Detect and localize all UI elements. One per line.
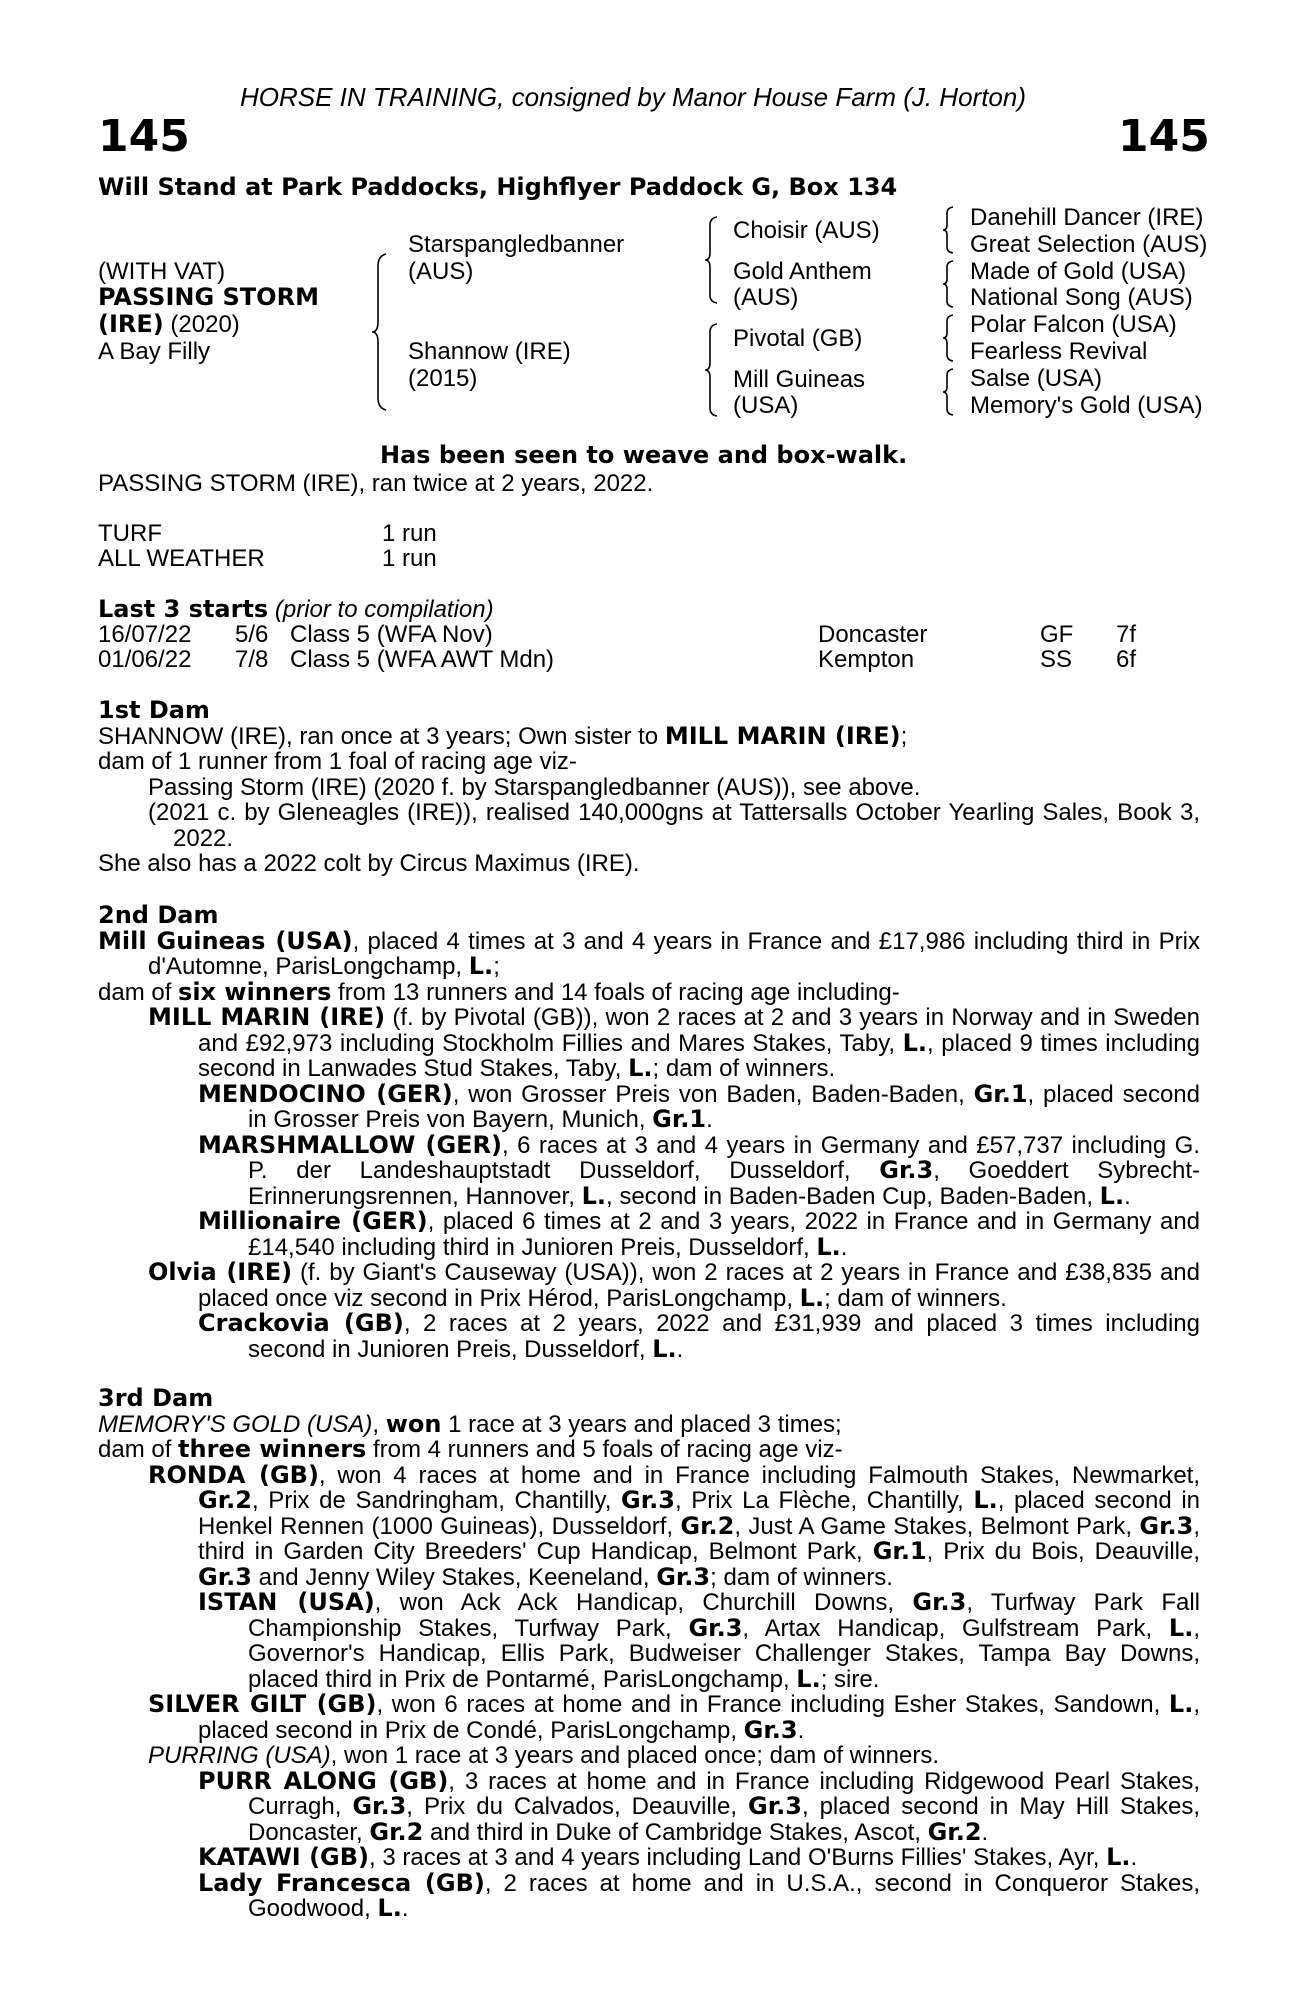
text: , Governor's Handicap, Ellis Park, Budweiser Challenger Stakes, Tampa Bay Downs, placed third in Prix de Pontarmé, ParisLongchamp, bbox=[248, 1614, 1201, 1693]
text: , placed 9 times including second in Lanwades Stud Stakes, Taby, bbox=[198, 1029, 1200, 1082]
pedigree-brace-dam bbox=[703, 322, 721, 418]
text: , placed second in Grosser Preis von Bayern, Munich, bbox=[248, 1080, 1200, 1133]
won-tag: won bbox=[385, 1409, 442, 1438]
text: 1 race at 3 years and placed 3 times; bbox=[441, 1410, 842, 1438]
text: , third in Garden City Breeders' Cup Handicap, Belmont Park, bbox=[198, 1512, 1201, 1565]
horse-name: PURRING (USA) bbox=[148, 1742, 331, 1769]
start-race: Class 5 (WFA Nov) bbox=[290, 621, 493, 648]
text: , bbox=[372, 1410, 386, 1438]
sire-dam-country: (AUS) bbox=[733, 284, 799, 311]
pedigree-sss: Danehill Dancer (IRE) bbox=[970, 204, 1204, 231]
horse-name: ISTAN (USA) bbox=[198, 1588, 375, 1616]
text: , Prix du Calvados, Deauville, bbox=[406, 1793, 748, 1820]
text: , 3 races at 3 and 4 years including Land O'Burns Fillies' Stakes, Ayr, bbox=[369, 1844, 1107, 1871]
listed-tag: L. bbox=[628, 1054, 653, 1082]
third-dam-produce-intro bbox=[98, 1437, 1200, 1463]
group-tag: Gr.2 bbox=[927, 1817, 982, 1846]
start-position: 7/8 bbox=[235, 646, 269, 673]
produce-entry bbox=[198, 1079, 1200, 1133]
location: Will Stand at Park Paddocks, Highflyer Paddock G, Box 134 bbox=[98, 173, 898, 201]
start-going: SS bbox=[1040, 646, 1073, 673]
text: , won 6 races at home and in France including Esher Stakes, Sandown, bbox=[376, 1691, 1169, 1718]
listed-tag: L. bbox=[652, 1334, 677, 1363]
listed-tag: L. bbox=[1168, 1690, 1194, 1718]
horse-country: (IRE) bbox=[98, 310, 164, 338]
listed-tag: L. bbox=[816, 1232, 841, 1261]
group-tag: Gr.1 bbox=[652, 1105, 707, 1133]
text: , 2 races at home and in U.S.A., second in Conqueror Stakes, Goodwood, bbox=[248, 1869, 1201, 1922]
consignment-header: HORSE IN TRAINING, consigned by Manor House Farm (J. Horton) bbox=[240, 82, 1027, 112]
text: and Jenny Wiley Stakes, Keeneland, bbox=[251, 1563, 657, 1591]
listed-tag: L. bbox=[796, 1664, 821, 1693]
horse-name: Millionaire (GER) bbox=[198, 1207, 428, 1235]
lot-number-left: 145 bbox=[98, 111, 190, 162]
dam-sire: Pivotal (GB) bbox=[733, 325, 863, 352]
text: . bbox=[1124, 1182, 1131, 1210]
pedigree-brace-sd bbox=[941, 259, 957, 309]
text: , won Grosser Preis von Baden, Baden-Baden, bbox=[452, 1080, 974, 1108]
text: , won 4 races at home and in France including Falmouth Stakes, Newmarket, bbox=[318, 1461, 1200, 1489]
text: , won Ack Ack Handicap, Churchill Downs, bbox=[374, 1589, 913, 1616]
third-dam-heading: 3rd Dam bbox=[98, 1384, 214, 1412]
group-tag: Gr.3 bbox=[198, 1562, 252, 1591]
produce-entry bbox=[148, 1460, 1201, 1591]
first-dam-produce-intro: dam of 1 runner from 1 foal of racing age viz- bbox=[98, 748, 577, 775]
produce-entry bbox=[148, 1692, 1200, 1743]
horse-name: PASSING STORM bbox=[98, 283, 319, 311]
group-tag: Gr.2 bbox=[198, 1486, 252, 1514]
start-date: 16/07/22 bbox=[98, 621, 192, 648]
race-summary: PASSING STORM (IRE), ran twice at 2 years, 2022. bbox=[98, 470, 654, 497]
group-tag: Gr.3 bbox=[1139, 1511, 1194, 1540]
winners-count: six winners bbox=[178, 977, 332, 1006]
text: , Turfway Park Fall Championship Stakes, Turfway Park, bbox=[248, 1589, 1200, 1642]
text: , Prix La Flèche, Chantilly, bbox=[674, 1487, 974, 1514]
surface-label: ALL WEATHER bbox=[98, 545, 265, 572]
text: . bbox=[840, 1233, 848, 1261]
pedigree-ddd: Memory's Gold (USA) bbox=[970, 392, 1203, 419]
listed-tag: L. bbox=[902, 1028, 928, 1057]
group-tag: Gr.2 bbox=[369, 1817, 424, 1846]
text: . bbox=[797, 1716, 805, 1744]
group-tag: Gr.3 bbox=[912, 1588, 967, 1616]
text: ; dam of winners. bbox=[652, 1055, 836, 1082]
group-tag: Gr.3 bbox=[748, 1792, 802, 1820]
produce-entry bbox=[198, 1868, 1201, 1922]
horse-name: MILL MARIN (IRE) bbox=[148, 1003, 386, 1031]
text: . bbox=[676, 1335, 684, 1363]
horse-name: SILVER GILT (GB) bbox=[148, 1690, 377, 1718]
horse-name: Lady Francesca (GB) bbox=[198, 1868, 485, 1897]
group-tag: Gr.3 bbox=[656, 1562, 711, 1591]
text: , Artax Handicap, Gulfstream Park, bbox=[742, 1614, 1169, 1642]
pedigree-brace-main bbox=[370, 252, 392, 412]
produce-entry: Passing Storm (IRE) (2020 f. by Starspangledbanner (AUS)), see above. bbox=[148, 773, 921, 801]
horse-description: A Bay Filly bbox=[98, 338, 211, 365]
text: , placed 4 times at 3 and 4 years in France and £17,986 including third in Prix d'Automne, ParisLongchamp, bbox=[148, 927, 1201, 980]
produce-entry bbox=[148, 1260, 1200, 1311]
start-going: GF bbox=[1040, 621, 1074, 648]
text: , 3 races at home and in France including Ridgewood Pearl Stakes, Curragh, bbox=[248, 1767, 1200, 1820]
surface-label: TURF bbox=[98, 520, 162, 547]
text: . bbox=[401, 1895, 409, 1922]
pedigree-dds: Salse (USA) bbox=[970, 365, 1103, 392]
listed-tag: L. bbox=[377, 1894, 402, 1922]
listed-tag: L. bbox=[973, 1486, 998, 1514]
produce-entry bbox=[198, 1766, 1200, 1846]
start-course: Doncaster bbox=[818, 621, 928, 648]
pedigree-brace-dd bbox=[941, 367, 957, 417]
horse-name-suffix bbox=[98, 312, 240, 338]
produce-entry bbox=[198, 1209, 1200, 1260]
text: , placed second in Henkel Rennen (1000 Guineas), Dusseldorf, bbox=[198, 1487, 1201, 1540]
pedigree-brace-ss bbox=[941, 205, 957, 255]
pedigree-brace-sire bbox=[703, 215, 721, 305]
text: dam of bbox=[98, 978, 179, 1006]
listed-tag: L. bbox=[468, 952, 494, 980]
text: ; dam of winners. bbox=[710, 1563, 893, 1591]
group-tag: Gr.1 bbox=[872, 1537, 927, 1565]
group-tag: Gr.3 bbox=[743, 1715, 798, 1744]
text: from 13 runners and 14 foals of racing age including- bbox=[331, 978, 900, 1006]
third-dam-section bbox=[98, 1386, 1200, 1922]
second-dam-entry bbox=[98, 926, 1201, 980]
group-tag: Gr.3 bbox=[352, 1792, 407, 1820]
pedigree-sds: Made of Gold (USA) bbox=[970, 258, 1187, 285]
dam-name: Shannow (IRE) bbox=[408, 338, 571, 365]
group-tag: Gr.1 bbox=[973, 1079, 1028, 1108]
group-tag: Gr.3 bbox=[621, 1486, 675, 1514]
horse-name: PURR ALONG (GB) bbox=[198, 1766, 449, 1795]
second-dam-heading: 2nd Dam bbox=[98, 901, 219, 929]
listed-tag: L. bbox=[1099, 1181, 1125, 1210]
text: . bbox=[1130, 1844, 1138, 1871]
vat-label: (WITH VAT) bbox=[98, 258, 226, 285]
lot-number-right: 145 bbox=[1118, 111, 1210, 162]
produce-entry bbox=[148, 1005, 1200, 1082]
last-starts-subtitle: (prior to compilation) bbox=[268, 596, 494, 623]
first-dam-heading: 1st Dam bbox=[98, 696, 210, 724]
text: , placed 6 times at 2 and 3 years, 2022 in France and in Germany and £14,540 including third in Junioren Preis, Dusseldorf, bbox=[248, 1208, 1201, 1261]
horse-year: (2020) bbox=[163, 311, 240, 338]
text: , 6 races at 3 and 4 years in Germany and £57,737 including G. P. der Landeshauptstadt Dusseldorf, Dusseldorf, bbox=[248, 1131, 1200, 1184]
text: , 2 races at 2 years, 2022 and £31,939 and placed 3 times including second in Junioren Preis, Dusseldorf, bbox=[248, 1310, 1201, 1363]
surface-value: 1 run bbox=[382, 545, 437, 572]
winners-count: three winners bbox=[178, 1435, 367, 1463]
listed-tag: L. bbox=[799, 1283, 825, 1312]
text: , placed second in May Hill Stakes, Doncaster, bbox=[248, 1793, 1200, 1846]
pedigree-brace-ds bbox=[941, 313, 957, 363]
produce-entry bbox=[198, 1845, 1200, 1871]
pedigree-dsd: Fearless Revival bbox=[970, 338, 1148, 365]
second-dam-produce-intro bbox=[98, 977, 1200, 1006]
text: ; dam of winners. bbox=[824, 1284, 1007, 1312]
text: , Prix du Bois, Deauville, bbox=[926, 1538, 1200, 1565]
first-dam-section bbox=[98, 698, 1200, 877]
text: ; bbox=[493, 953, 500, 980]
horse-name: MILL MARIN (IRE) bbox=[664, 721, 901, 750]
horse-name: KATAWI (GB) bbox=[198, 1843, 369, 1871]
horse-name: Crackovia (GB) bbox=[198, 1309, 404, 1337]
start-distance: 6f bbox=[1116, 646, 1137, 673]
sire-name: Starspangledbanner bbox=[408, 231, 625, 258]
text: SHANNOW (IRE), ran once at 3 years; Own sister to bbox=[98, 722, 665, 750]
last-starts-title: Last 3 starts bbox=[98, 595, 269, 623]
dam-dam: Mill Guineas bbox=[733, 366, 866, 393]
vice-note: Has been seen to weave and box-walk. bbox=[380, 441, 908, 469]
produce-entry bbox=[148, 1743, 1200, 1769]
horse-name: RONDA (GB) bbox=[148, 1460, 319, 1489]
second-dam-section bbox=[98, 903, 1200, 1362]
horse-name: MENDOCINO (GER) bbox=[198, 1079, 453, 1108]
produce-entry bbox=[198, 1130, 1200, 1210]
horse-name: MARSHMALLOW (GER) bbox=[198, 1130, 503, 1159]
start-distance: 7f bbox=[1116, 621, 1137, 648]
horse-name: Olvia (IRE) bbox=[148, 1258, 293, 1286]
third-dam-entry bbox=[98, 1409, 1200, 1438]
listed-tag: L. bbox=[1168, 1613, 1194, 1642]
text: , second in Baden-Baden Cup, Baden-Baden, bbox=[605, 1182, 1100, 1210]
horse-name: MEMORY'S GOLD (USA) bbox=[98, 1410, 373, 1438]
text: , Prix de Sandringham, Chantilly, bbox=[251, 1487, 622, 1514]
text: ; bbox=[900, 722, 908, 750]
dam-year: (2015) bbox=[408, 365, 478, 392]
text: , won 1 race at 3 years and placed once; dam of winners. bbox=[330, 1742, 940, 1769]
pedigree-dss: Polar Falcon (USA) bbox=[970, 311, 1177, 338]
start-course: Kempton bbox=[818, 646, 915, 673]
text: (f. by Pivotal (GB)), won 2 races at 2 and 3 years in Norway and in Sweden and £92,973 including Stockholm Fillies and Mares Stakes, Taby, bbox=[198, 1004, 1201, 1057]
listed-tag: L. bbox=[1106, 1843, 1131, 1871]
text: (f. by Giant's Causeway (USA)), won 2 races at 2 years in France and £38,835 and placed once viz second in Prix Hérod, ParisLongchamp, bbox=[198, 1259, 1200, 1312]
horse-name: Mill Guineas (USA) bbox=[98, 926, 353, 955]
start-position: 5/6 bbox=[235, 621, 269, 648]
first-dam-line bbox=[98, 721, 1200, 750]
start-race: Class 5 (WFA AWT Mdn) bbox=[290, 646, 555, 673]
sire-country: (AUS) bbox=[408, 258, 474, 285]
text: dam of bbox=[98, 1436, 179, 1463]
group-tag: Gr.3 bbox=[879, 1156, 934, 1184]
text: ; sire. bbox=[820, 1665, 880, 1693]
sire-sire: Choisir (AUS) bbox=[733, 217, 880, 244]
group-tag: Gr.2 bbox=[680, 1511, 735, 1540]
dam-dam-country: (USA) bbox=[733, 392, 799, 419]
produce-note: She also has a 2022 colt by Circus Maximus (IRE). bbox=[98, 850, 640, 877]
last-starts-heading bbox=[98, 597, 494, 623]
surface-value: 1 run bbox=[382, 520, 437, 547]
text: and third in Duke of Cambridge Stakes, Ascot, bbox=[423, 1818, 928, 1846]
listed-tag: L. bbox=[581, 1181, 606, 1210]
text: from 4 runners and 5 foals of racing age viz- bbox=[366, 1436, 843, 1463]
text: , placed second in Prix de Condé, ParisLongchamp, bbox=[198, 1691, 1200, 1744]
text: , Just A Game Stakes, Belmont Park, bbox=[734, 1512, 1140, 1540]
sire-dam: Gold Anthem bbox=[733, 258, 872, 285]
pedigree-sdd: National Song (AUS) bbox=[970, 284, 1193, 311]
text: . bbox=[706, 1106, 713, 1133]
produce-entry bbox=[198, 1590, 1200, 1692]
produce-entry bbox=[198, 1311, 1200, 1362]
group-tag: Gr.3 bbox=[688, 1613, 743, 1642]
text: . bbox=[981, 1818, 989, 1846]
start-date: 01/06/22 bbox=[98, 646, 192, 673]
produce-entry: (2021 c. by Gleneagles (IRE)), realised 140,000gns at Tattersalls October Yearling Sales, Book 3, 2022. bbox=[148, 799, 1200, 852]
text: , Goeddert Sybrecht-Erinnerungsrennen, Hannover, bbox=[248, 1157, 1200, 1210]
pedigree-ssd: Great Selection (AUS) bbox=[970, 231, 1208, 258]
